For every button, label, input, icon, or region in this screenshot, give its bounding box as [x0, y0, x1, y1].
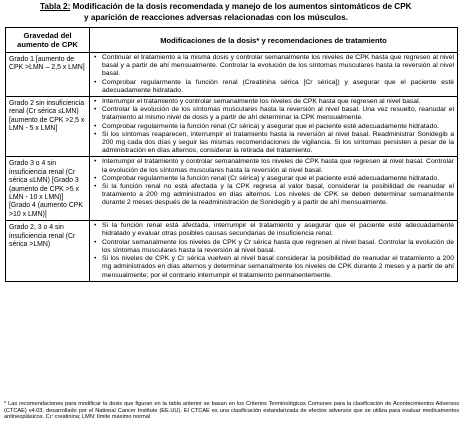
header-row: [6, 28, 458, 53]
recommendation-item: • Comprobar regularmente la función renal (Cr sérica) y asegurar que el paciente esté adecuadamente hidratado.: [93, 123, 454, 131]
recommendation-item: • Comprobar regularmente la función renal (Cr sérica) y asegurar que el paciente esté adecuadamente hidratado.: [93, 175, 454, 183]
table-label: Tabla 2:: [40, 2, 71, 11]
recommendation-list: [93, 158, 454, 207]
recommendation-list: [93, 222, 454, 279]
severity-grade: Grado 3 o 4 sin insuficiencia renal (Cr sérica ≤LMN) [Grado 3 (aumento de CPK >5 x LMN - 10 x LMN)] [Grado 4 (aumento CPK >10 x LMN)]: [6, 157, 90, 221]
recommendation-list: [93, 54, 454, 95]
recommendations-cell: [90, 97, 458, 157]
severity-grade: Grado 1 [aumento de CPK >LMN – 2,5 x LMN]: [6, 53, 90, 97]
table-row: [6, 157, 458, 221]
table-title-line1: Modificación de la dosis recomendada y manejo de los aumentos sintomáticos de CPK: [72, 2, 412, 11]
recommendation-item: • Si los niveles de CPK y Cr sérica vuelven al nivel basal considerar la posibilidad de reanudar el tratamiento a 200 mg administrados en días alternos y determinar semanalmente los niveles de CPK durante 2 meses y a partir de ahí mensualmente; por el contrario interrumpir el tratamiento permanentemente.: [93, 255, 454, 280]
header-modifications: Modificaciones de la dosis* y recomendaciones de tratamiento: [90, 28, 458, 53]
table-row: [6, 53, 458, 97]
recommendation-list: [93, 98, 454, 155]
footnote: * Las recomendaciones para modificar la dosis que figuran en la tabla anterior se basan en los Criterios Terminológicos Comunes para la clasificación de Acontecimientos Adversos (CTCAE) v4.03, desarrollado por el National Cancer Institute (EE.UU). El CTCAE es una clasificación estandarizada de efectos adversos que se utiliza para evaluar medicamentos antineoplásicos. Cr: creatinina; LMN: límite máximo normal: [4, 401, 459, 421]
recommendation-item: • Continuar el tratamiento a la misma dosis y controlar semanalmente los niveles de CPK hasta que regresen al nivel basal y a partir de ahí mensualmente. Controlar la evolución de los síntomas musculares hasta la reversión al nivel basal.: [93, 54, 454, 79]
recommendation-item: • Comprobar regularmente la función renal (Creatinina sérica [Cr sérica]) y asegurar que el paciente esté adecuadamente hidratado.: [93, 79, 454, 95]
recommendation-item: • Si la función renal está afectada, interrumpir el tratamiento y asegurar que el paciente esté adecuadamente hidratado y evaluar otras posibles causas secundarias de insuficiencia renal.: [93, 222, 454, 238]
severity-grade: Grado 2, 3 o 4 sin insuficiencia renal (Cr sérica >LMN): [6, 221, 90, 281]
recommendation-item: • Interrumpir el tratamiento y controlar semanalmente los niveles de CPK hasta que regresen al nivel basal. Controlar la evolución de los síntomas musculares hasta la reversión al nivel basal.: [93, 158, 454, 174]
table-row: [6, 221, 458, 281]
recommendation-item: • Controlar semanalmente los niveles de CPK y Cr sérica hasta que regresen al nivel basal. Controlar la evolución de los síntomas musculares hasta la reversión al nivel basal.: [93, 239, 454, 255]
severity-grade: Grado 2 sin insuficiencia renal (Cr sérica ≤LMN) [aumento de CPK >2,5 x LMN - 5 x LMN]: [6, 97, 90, 157]
recommendation-item: • Si los síntomas reaparecen, interrumpir el tratamiento hasta la reversión al nivel basal. Readministrar Sonidegib a 200 mg cada dos días y seguir las mismas recomendaciones de vigilancia. Si los síntomas persisten a pesar de la administración en días alternos, considerar la retirada del tratamiento.: [93, 131, 454, 156]
recommendations-cell: [90, 53, 458, 97]
dose-modification-table: [5, 27, 458, 282]
recommendation-item: • Interrumpir el tratamiento y controlar semanalmente los niveles de CPK hasta que regresen al nivel basal.: [93, 98, 454, 106]
table-title-line2: y aparición de reacciones adversas relacionadas con los músculos.: [84, 12, 348, 22]
recommendations-cell: [90, 221, 458, 281]
recommendation-item: • Controlar la evolución de los síntomas musculares hasta la reversión al nivel basal. Una vez resuelto, reanudar el tratamiento al mismo nivel de dosis y a partir de ahí determinar la CPK mensualmente.: [93, 106, 454, 122]
table-title: [40, 2, 460, 23]
recommendation-item: • Si la función renal no está afectada y la CPK regresa al valor basal, considerar la posibilidad de reanudar el tratamiento a 200 mg administrados en días alternos. Los niveles de CPK se deben determinar semanalmente durante 2 meses después de la readministración de Sonidegib y a partir de ahí mensualmente.: [93, 183, 454, 208]
recommendations-cell: [90, 157, 458, 221]
table-row: [6, 97, 458, 157]
header-severity: Gravedad del aumento de CPK: [6, 28, 90, 53]
